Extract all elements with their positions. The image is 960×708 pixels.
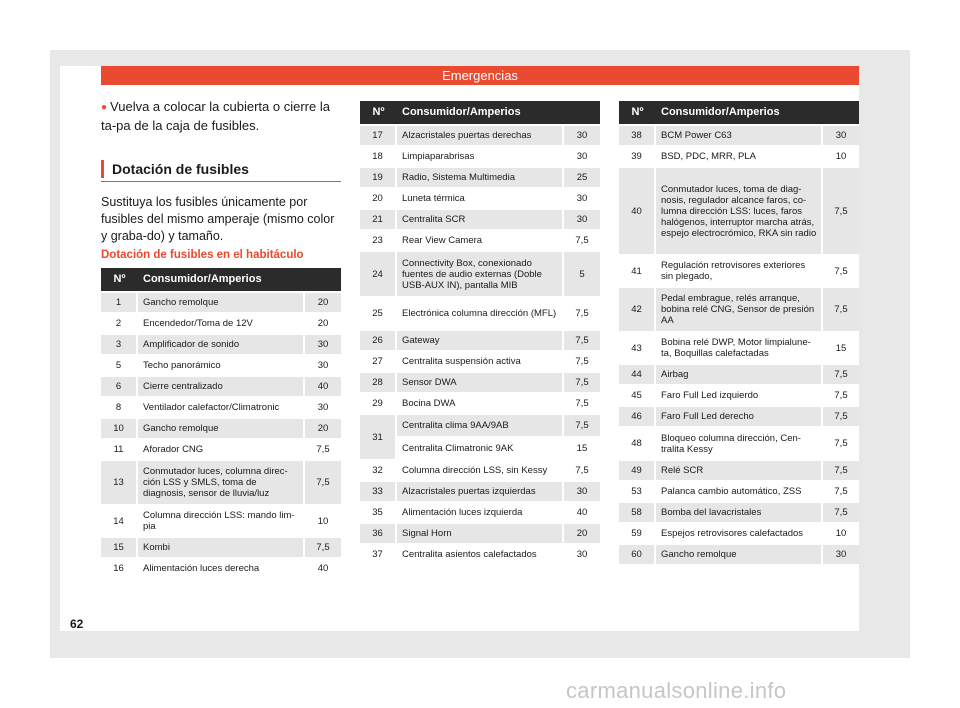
fuse-consumer: Pedal embrague, relés arranque, bobina relé CNG, Sensor de presión AA [656,288,823,331]
table-row [101,312,341,333]
fuse-amperage: 7,5 [823,461,859,480]
fuse-amperage: 20 [305,314,341,333]
section-heading-text: Dotación de fusibles [112,161,249,177]
fuse-table-1 [101,268,341,578]
table-row [619,363,859,384]
fuse-amperage: 20 [564,524,600,543]
fuse-amperage: 7,5 [823,168,859,254]
fuse-number: 44 [619,365,656,384]
table-row [619,522,859,543]
fuse-consumer: Kombi [138,538,305,557]
fuse-number: 59 [619,524,656,543]
fuse-number: 21 [360,210,397,229]
fuse-amperage: 7,5 [564,298,600,329]
fuse-amperage: 7,5 [564,231,600,250]
fuse-number: 14 [101,506,138,536]
fuse-consumer: Faro Full Led izquierdo [656,386,823,405]
fuse-number: 1 [101,293,138,312]
fuse-number: 32 [360,461,397,480]
table-row [101,333,341,354]
fuse-consumer: Radio, Sistema Multimedia [397,168,564,187]
table-row [360,501,600,522]
bullet-text: Vuelva a colocar la cubierta o cierre la ta-pa de la caja de fusibles. [101,99,330,133]
fuse-amperage: 7,5 [823,386,859,405]
table-row [101,459,341,504]
body-paragraph: Sustituya los fusibles únicamente por fusibles del mismo amperaje (mismo color y graba-do) y tamaño. [101,195,335,243]
table-row [101,438,341,459]
fuse-amperage: 7,5 [823,365,859,384]
table-row [619,480,859,501]
fuse-amperage: 7,5 [564,331,600,350]
header-consumer: Consumidor/Amperios [143,273,262,285]
fuse-number: 46 [619,407,656,426]
fuse-consumer: Centralita clima 9AA/9AB [397,415,564,436]
header-consumer: Consumidor/Amperios [661,106,780,118]
table-row [360,480,600,501]
fuse-number: 45 [619,386,656,405]
fuse-consumer: Alzacristales puertas izquierdas [397,482,564,501]
fuse-number: 25 [360,298,397,329]
fuse-amperage: 10 [823,147,859,166]
fuse-consumer: Bocina DWA [397,394,564,413]
fuse-consumer: Conmutador luces, toma de diag-nosis, regulador alcance faros, co-lumna dirección LSS: luces, faros halógenos, interruptor marcha atrás, espejo electrocrómico, RKA sin radio [656,168,823,254]
fuse-consumer: Relé SCR [656,461,823,480]
fuse-number: 20 [360,189,397,208]
fuse-amperage: 7,5 [564,373,600,392]
fuse-number: 18 [360,147,397,166]
table-row [101,557,341,578]
fuse-number: 28 [360,373,397,392]
fuse-number: 58 [619,503,656,522]
fuse-number: 13 [101,461,138,504]
header-num: Nº [631,106,644,118]
fuse-consumer: Faro Full Led derecho [656,407,823,426]
fuse-number: 60 [619,545,656,564]
table-row [101,396,341,417]
fuse-consumer: Amplificador de sonido [138,335,305,354]
fuse-number: 40 [619,168,656,254]
fuse-amperage: 20 [305,419,341,438]
fuse-number: 31 [360,415,397,459]
fuse-number: 15 [101,538,138,557]
fuse-amperage: 5 [564,252,600,296]
table-row [619,331,859,363]
fuse-consumer: Alzacristales puertas derechas [397,126,564,145]
table-row [360,229,600,250]
table-row [101,291,341,312]
fuse-amperage: 7,5 [564,394,600,413]
table-row [101,375,341,396]
fuse-amperage: 30 [564,482,600,501]
table-row [619,286,859,331]
bullet-icon: ● [101,102,108,113]
fuse-consumer: Regulación retrovisores exteriores sin plegado, [656,256,823,286]
fuse-amperage: 7,5 [564,461,600,480]
table-row [360,459,600,480]
fuse-number: 37 [360,545,397,564]
fuse-amperage: 30 [564,189,600,208]
table-row [360,543,600,564]
fuse-number: 8 [101,398,138,417]
fuse-amperage: 7,5 [305,440,341,459]
fuse-number: 24 [360,252,397,296]
fuse-consumer: Bomba del lavacristales [656,503,823,522]
fuse-number: 53 [619,482,656,501]
fuse-consumer: Encendedor/Toma de 12V [138,314,305,333]
fuse-table-2 [360,101,600,564]
fuse-consumer: Electrónica columna dirección (MFL) [397,298,564,329]
fuse-consumer: Alimentación luces izquierda [397,503,564,522]
fuse-consumer: Alimentación luces derecha [138,559,305,578]
table-row [360,250,600,296]
fuse-amperage: 7,5 [305,538,341,557]
fuse-number: 17 [360,126,397,145]
fuse-consumer: Luneta térmica [397,189,564,208]
fuse-amperage: 20 [305,293,341,312]
fuse-number: 39 [619,147,656,166]
fuse-consumer: Sensor DWA [397,373,564,392]
table-row [619,405,859,426]
fuse-number: 33 [360,482,397,501]
table-header [360,101,600,124]
fuse-amperage: 40 [564,503,600,522]
fuse-consumer: Espejos retrovisores calefactados [656,524,823,543]
fuse-consumer: Rear View Camera [397,231,564,250]
fuse-amperage: 30 [564,210,600,229]
fuse-consumer: Bloqueo columna dirección, Cen-tralita Kessy [656,428,823,459]
fuse-consumer: Centralita Climatronic 9AK [397,438,564,459]
table-row [101,354,341,375]
table-row [360,187,600,208]
fuse-number: 41 [619,256,656,286]
fuse-consumer: Limpiaparabrisas [397,147,564,166]
fuse-consumer: Airbag [656,365,823,384]
table-row [360,522,600,543]
header-num: Nº [113,273,126,285]
fuse-number: 23 [360,231,397,250]
fuse-number: 38 [619,126,656,145]
fuse-number: 29 [360,394,397,413]
table-row [360,145,600,166]
fuse-amperage: 30 [564,545,600,564]
fuse-amperage: 30 [823,545,859,564]
fuse-consumer: Gancho remolque [656,545,823,564]
fuse-consumer: Palanca cambio automático, ZSS [656,482,823,501]
table-row [619,426,859,459]
table-row [619,543,859,564]
fuse-consumer: Bobina relé DWP, Motor limpialune-ta, Boquillas calefactadas [656,333,823,363]
table-row [101,504,341,536]
fuse-amperage: 30 [305,398,341,417]
fuse-number: 49 [619,461,656,480]
fuse-consumer: Columna dirección LSS, sin Kessy [397,461,564,480]
fuse-amperage: 7,5 [823,288,859,331]
fuse-amperage: 30 [564,147,600,166]
fuse-consumer: Connectivity Box, conexionado fuentes de audio externas (Doble USB-AUX IN), pantalla MIB [397,252,564,296]
fuse-consumer: Centralita suspensión activa [397,352,564,371]
fuse-number: 16 [101,559,138,578]
table-header [619,101,859,124]
table-row [360,296,600,329]
fuse-table-3 [619,101,859,564]
fuse-number: 27 [360,352,397,371]
table-row [619,459,859,480]
table-row [619,501,859,522]
table-row [360,392,600,413]
table-row [360,208,600,229]
fuse-consumer: Ventilador calefactor/Climatronic [138,398,305,417]
watermark-text: carmanualsonline.info [566,678,787,703]
fuse-amperage: 40 [305,559,341,578]
fuse-number: 26 [360,331,397,350]
table-row [619,384,859,405]
table-row [619,145,859,166]
fuse-consumer: Aforador CNG [138,440,305,459]
table-row [619,124,859,145]
fuse-amperage: 10 [823,524,859,543]
fuse-amperage: 7,5 [564,352,600,371]
table-row [101,536,341,557]
page-number: 62 [70,617,84,631]
table-row [360,329,600,350]
fuse-amperage: 7,5 [823,503,859,522]
fuse-consumer: Centralita SCR [397,210,564,229]
fuse-amperage: 7,5 [823,407,859,426]
table-row [360,413,600,459]
fuse-consumer: Gateway [397,331,564,350]
fuse-amperage: 10 [305,506,341,536]
fuse-number: 36 [360,524,397,543]
fuse-number: 43 [619,333,656,363]
fuse-amperage: 30 [823,126,859,145]
table-row [360,350,600,371]
fuse-consumer: Cierre centralizado [138,377,305,396]
fuse-consumer: Signal Horn [397,524,564,543]
fuse-number: 19 [360,168,397,187]
fuse-number: 11 [101,440,138,459]
table-header [101,268,341,291]
fuse-amperage: 7,5 [564,415,600,436]
fuse-amperage: 7,5 [823,428,859,459]
header-num: Nº [372,106,385,118]
fuse-consumer: BSD, PDC, MRR, PLA [656,147,823,166]
fuse-consumer: Gancho remolque [138,293,305,312]
fuse-number: 5 [101,356,138,375]
fuse-consumer: BCM Power C63 [656,126,823,145]
heading-accent-bar [101,160,104,178]
fuse-amperage: 30 [305,335,341,354]
table-row [619,254,859,286]
fuse-consumer: Gancho remolque [138,419,305,438]
table-row [619,166,859,254]
table-row [360,124,600,145]
table-row [101,417,341,438]
fuse-consumer: Columna dirección LSS: mando lim-pia [138,506,305,536]
fuse-number: 42 [619,288,656,331]
fuse-amperage: 40 [305,377,341,396]
section-heading [101,158,341,182]
fuse-amperage: 30 [564,126,600,145]
header-consumer: Consumidor/Amperios [402,106,521,118]
fuse-amperage: 30 [305,356,341,375]
table-row [360,166,600,187]
fuse-number: 6 [101,377,138,396]
fuse-number: 10 [101,419,138,438]
table-row [360,371,600,392]
fuse-consumer: Centralita asientos calefactados [397,545,564,564]
fuse-consumer: Conmutador luces, columna direc-ción LSS y SMLS, toma de diagnosis, sensor de lluvia/luz [138,461,305,504]
fuse-number: 35 [360,503,397,522]
fuse-amperage: 25 [564,168,600,187]
fuse-number: 2 [101,314,138,333]
fuse-number: 48 [619,428,656,459]
fuse-consumer: Techo panorámico [138,356,305,375]
fuse-amperage: 7,5 [823,256,859,286]
bullet-paragraph [101,98,341,135]
table-subheading: Dotación de fusibles en el habitáculo [101,249,304,261]
fuse-amperage: 7,5 [823,482,859,501]
fuse-amperage: 15 [564,438,600,459]
fuse-amperage: 15 [823,333,859,363]
fuse-amperage: 7,5 [305,461,341,504]
fuse-number: 3 [101,335,138,354]
section-header-bar: Emergencias [101,66,859,85]
